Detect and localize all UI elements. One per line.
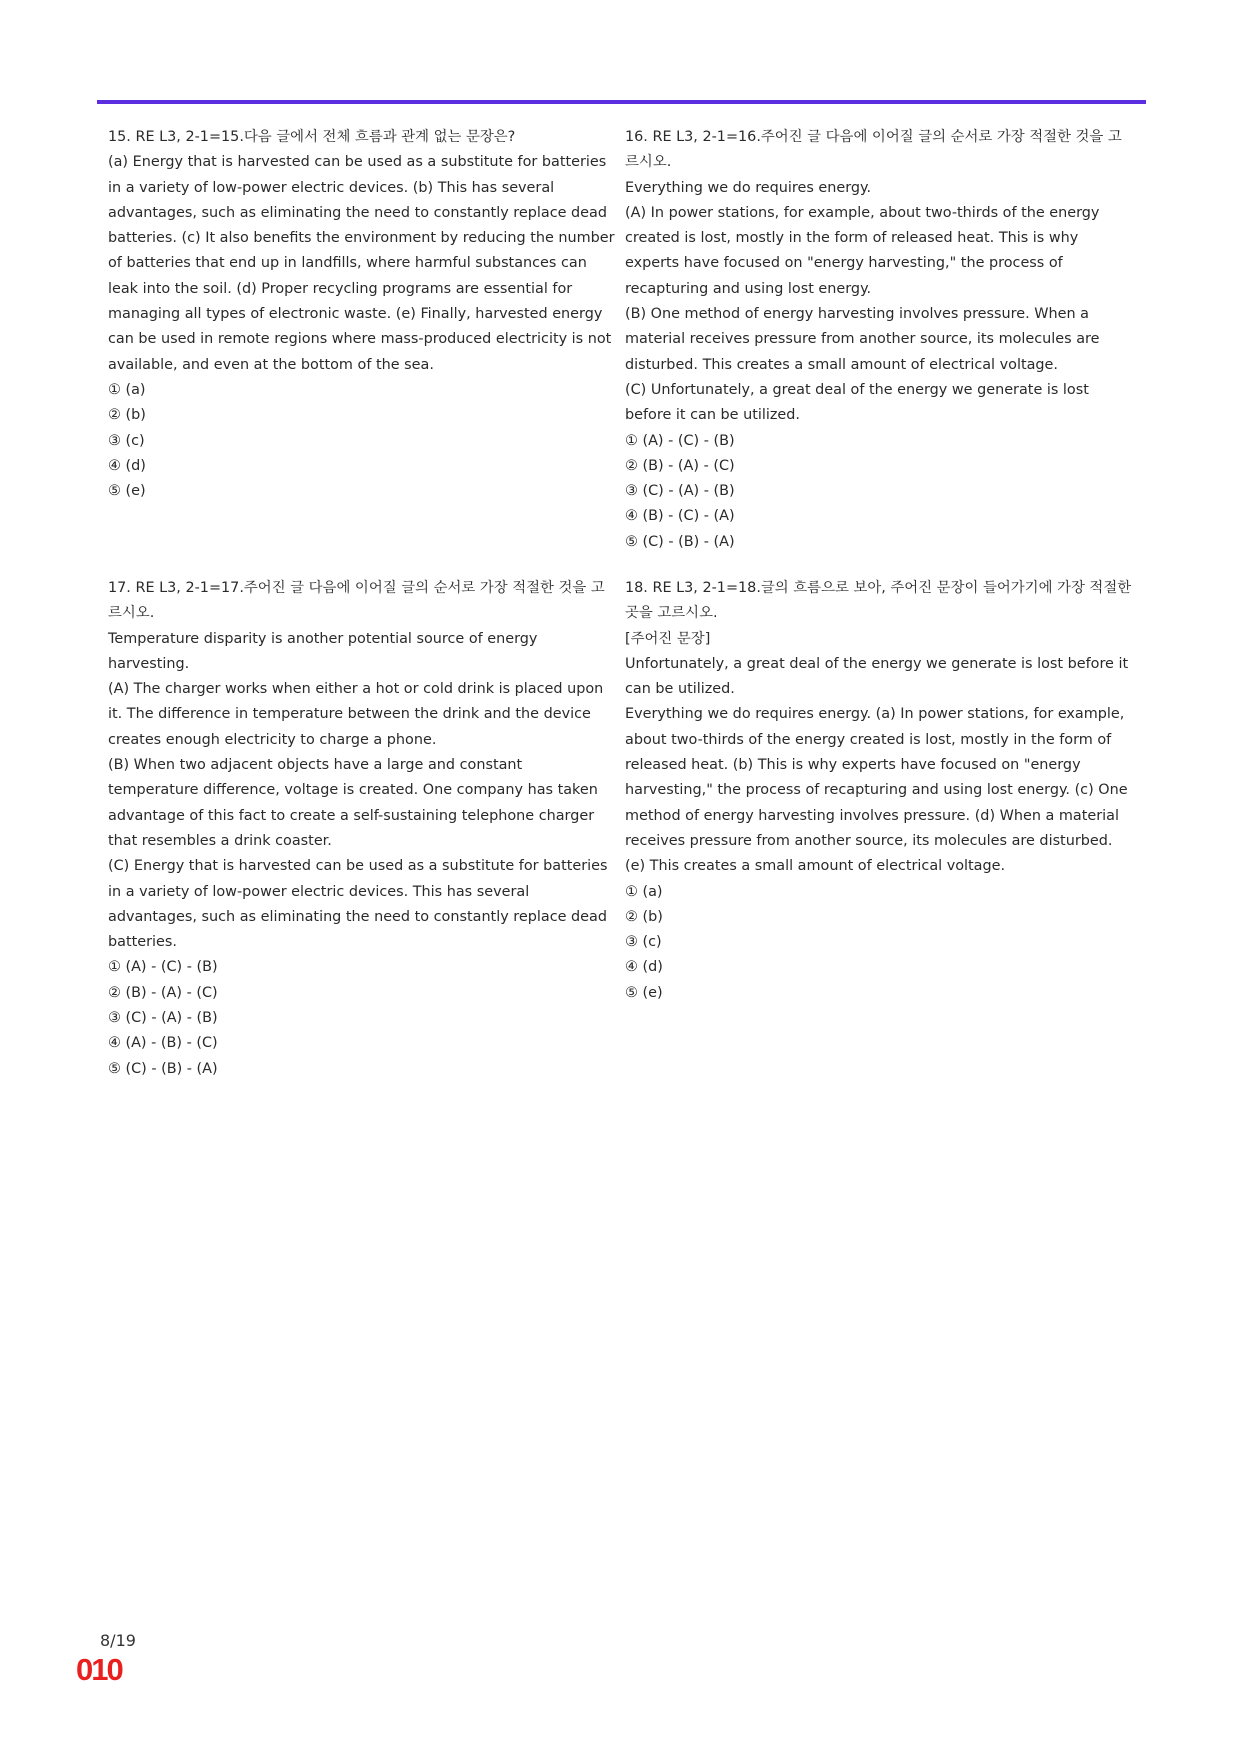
answer-choice[interactable]: ① (a) [108,381,146,398]
question-16 [625,125,1133,555]
question-given-text: Everything we do requires energy. [625,179,872,196]
question-18 [625,576,1133,1006]
answer-choice[interactable]: ② (b) [108,407,146,424]
answer-choice[interactable]: ② (b) [625,908,663,925]
question-15 [108,125,616,504]
question-header: 17. RE L3, 2-1=17.주어진 글 다음에 이어질 글의 순서로 가장 적절한 것을 고르시오. [108,580,605,622]
question-passage: Everything we do requires energy. (a) In power stations, for example, about two-thirds of the energy created is lost, mostly in the form of released heat. (b) This is why experts have focused on "energy harvesting," the process of recapturing and using lost energy. (c) One method of energy harvesting involves pressure. (d) When a material receives pressure from another source, its molecules are disturbed. (e) This creates a small amount of electrical voltage. [625,706,1128,875]
answer-choice[interactable]: ⑤ (C) - (B) - (A) [625,533,735,550]
answer-choice[interactable]: ③ (c) [625,934,662,951]
question-passage-a: (A) The charger works when either a hot or cold drink is placed upon it. The difference in temperature between the drink and the device creates enough electricity to charge a phone. [108,681,604,748]
answer-choice[interactable]: ③ (C) - (A) - (B) [108,1010,218,1027]
top-divider [97,100,1146,104]
given-sentence-label: [주어진 문장] [625,630,711,647]
answer-choice[interactable]: ① (A) - (C) - (B) [625,432,735,449]
answer-choice[interactable]: ① (a) [625,883,663,900]
answer-choices [108,955,616,1081]
page-number: 8/19 [100,1631,136,1650]
answer-choices [108,378,616,504]
answer-choice[interactable]: ① (A) - (C) - (B) [108,959,218,976]
question-header: 18. RE L3, 2-1=18.글의 흐름으로 보아, 주어진 문장이 들어가기에 가장 적절한 곳을 고르시오. [625,580,1132,622]
answer-choice[interactable]: ② (B) - (A) - (C) [108,984,218,1001]
answer-choices [625,880,1133,1006]
answer-choice[interactable]: ⑤ (C) - (B) - (A) [108,1060,218,1077]
question-passage: (a) Energy that is harvested can be used as a substitute for batteries in a variety of low-power electric devices. (b) This has several advantages, such as eliminating the need to constantly replace dead batteries. (c) It also benefits the environment by reducing the number of batteries that end up in landfills, where harmful substances can leak into the soil. (d) Proper recycling programs are essential for managing all types of electronic waste. (e) Finally, harvested energy can be used in remote regions where mass-produced electricity is not available, and even at the bottom of the sea. [108,154,615,373]
question-passage-c: (C) Unfortunately, a great deal of the energy we generate is lost before it can be utilized. [625,381,1089,424]
logo: 010 [76,1652,122,1687]
answer-choice[interactable]: ④ (d) [108,457,146,474]
answer-choice[interactable]: ④ (A) - (B) - (C) [108,1035,218,1052]
question-header: 16. RE L3, 2-1=16.주어진 글 다음에 이어질 글의 순서로 가장 적절한 것을 고르시오. [625,129,1122,171]
question-17 [108,576,616,1082]
question-given-text: Temperature disparity is another potential source of energy harvesting. [108,630,538,672]
question-passage-a: (A) In power stations, for example, about two-thirds of the energy created is lost, mostly in the form of released heat. This is why experts have focused on "energy harvesting," the process of recapturing and using lost energy. [625,204,1100,297]
question-header: 15. RE L3, 2-1=15.다음 글에서 전체 흐름과 관계 없는 문장은? [108,129,516,145]
question-passage-b: (B) When two adjacent objects have a large and constant temperature difference, voltage is created. One company has taken advantage of this fact to create a self-sustaining telephone charger that resembles a drink coaster. [108,757,598,849]
answer-choice[interactable]: ⑤ (e) [625,984,663,1001]
answer-choice[interactable]: ③ (c) [108,432,145,449]
question-passage-c: (C) Energy that is harvested can be used as a substitute for batteries in a variety of low-power electric devices. This has several advantages, such as eliminating the need to constantly replace dead batteries. [108,858,608,951]
given-sentence: Unfortunately, a great deal of the energy we generate is lost before it can be utilized. [625,655,1129,698]
answer-choice[interactable]: ④ (B) - (C) - (A) [625,508,735,525]
answer-choice[interactable]: ⑤ (e) [108,483,146,500]
answer-choices [625,429,1133,555]
question-passage-b: (B) One method of energy harvesting involves pressure. When a material receives pressure from another source, its molecules are disturbed. This creates a small amount of electrical voltage. [625,306,1100,373]
answer-choice[interactable]: ② (B) - (A) - (C) [625,457,735,474]
answer-choice[interactable]: ③ (C) - (A) - (B) [625,483,735,500]
answer-choice[interactable]: ④ (d) [625,959,663,976]
